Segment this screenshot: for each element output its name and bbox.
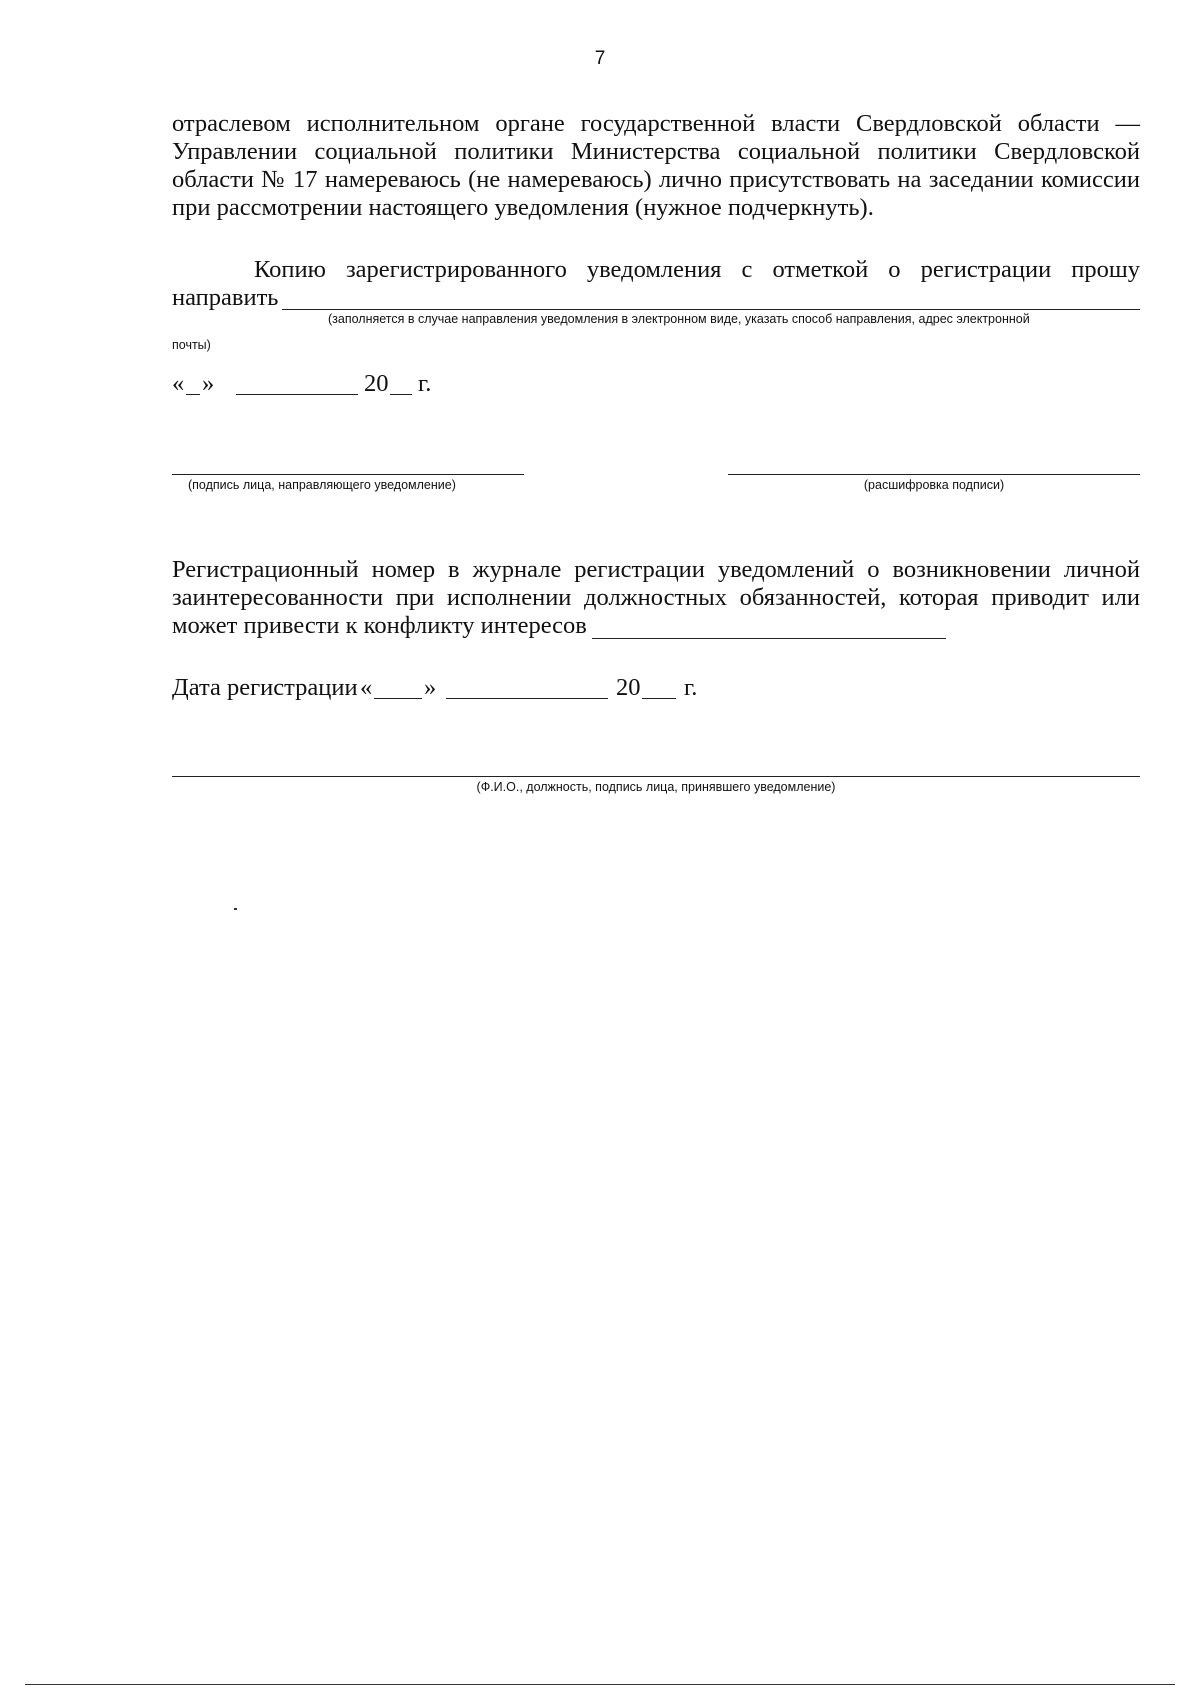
registration-date-year-field[interactable]	[642, 698, 676, 699]
registration-date-month-field[interactable]	[446, 698, 608, 699]
copy-delivery-field[interactable]	[282, 309, 1140, 310]
page-number: 7	[594, 48, 606, 69]
paragraph-line: может привести к конфликту интересов	[172, 612, 587, 639]
signature-decode-caption: (расшифровка подписи)	[863, 478, 1005, 492]
copy-request-label: направить	[172, 284, 279, 311]
date-close-quote: »	[202, 370, 215, 397]
paragraph-commission-attendance	[172, 110, 1140, 222]
signature-caption: (подпись лица, направляющего уведомление)	[188, 478, 456, 492]
registration-date-open-quote: «	[360, 674, 373, 701]
signature-field[interactable]	[172, 474, 524, 475]
registration-date-day-field[interactable]	[374, 698, 422, 699]
copy-delivery-hint-cont: почты)	[172, 338, 211, 352]
signature-decode-field[interactable]	[728, 474, 1140, 475]
date-year-prefix: 20	[364, 370, 389, 397]
date-open-quote: «	[172, 370, 185, 397]
copy-delivery-hint: (заполняется в случае направления уведомления в электронном виде, указать способ направления, адрес электронной	[328, 312, 1030, 326]
registration-date-close-quote: »	[424, 674, 437, 701]
registration-number-field[interactable]	[592, 638, 946, 639]
paragraph-line: области № 17 намереваюсь (не намереваюсь) лично присутствовать на заседании комиссии	[172, 166, 1140, 193]
bottom-rule	[25, 1684, 1175, 1685]
scan-speck	[234, 908, 237, 910]
paragraph-line: при рассмотрении настоящего уведомления (нужное подчеркнуть).	[172, 194, 874, 221]
paragraph-line: отраслевом исполнительном органе государственной власти Свердловской области —	[172, 110, 1140, 137]
copy-request-line: Копию зарегистрированного уведомления с отметкой о регистрации прошу	[254, 256, 1140, 283]
paragraph-line: Управлении социальной политики Министерства социальной политики Свердловской	[172, 138, 1140, 165]
registration-date-label: Дата регистрации	[172, 674, 358, 701]
registration-date-year-prefix: 20	[616, 674, 641, 701]
paragraph-registration-number	[172, 556, 1140, 640]
date-month-field[interactable]	[236, 394, 358, 395]
registration-date-year-suffix: г.	[684, 674, 698, 701]
date-day-field[interactable]	[186, 394, 200, 395]
date-year-suffix: г.	[418, 370, 432, 397]
date-year-field[interactable]	[390, 394, 412, 395]
paragraph-line: заинтересованности при исполнении должностных обязанностей, которая приводит или	[172, 584, 1140, 611]
paragraph-line: Регистрационный номер в журнале регистрации уведомлений о возникновении личной	[172, 556, 1140, 583]
receiver-caption: (Ф.И.О., должность, подпись лица, принявшего уведомление)	[476, 780, 836, 794]
receiver-field[interactable]	[172, 776, 1140, 777]
